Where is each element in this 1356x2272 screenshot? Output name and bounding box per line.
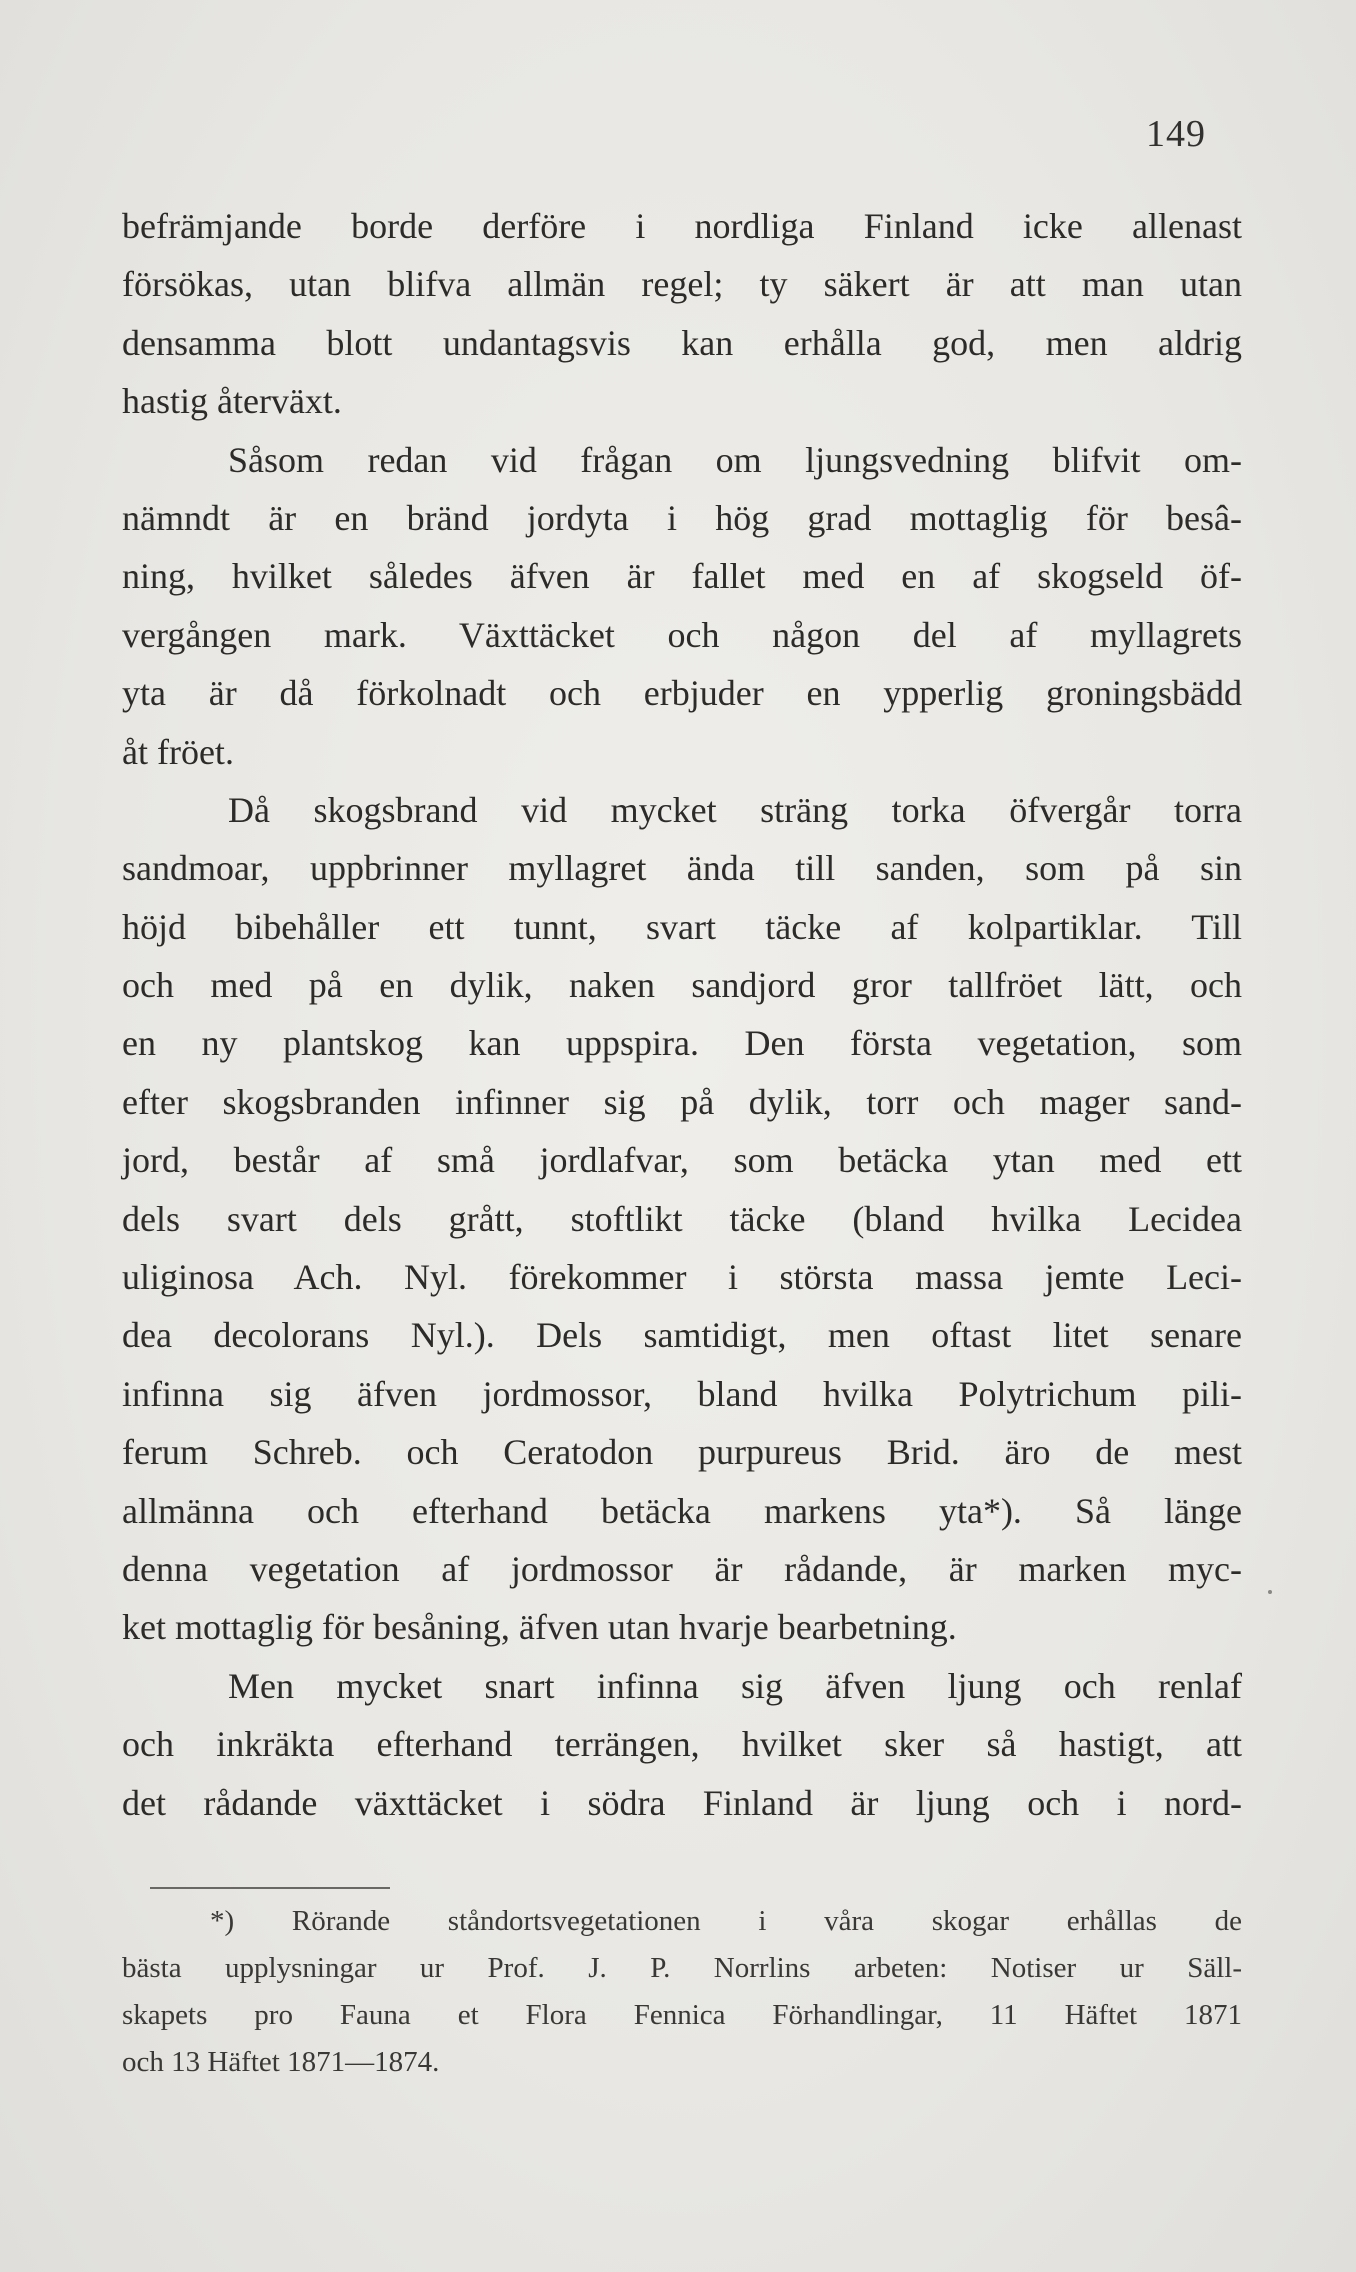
text-line: vergången mark. Växttäcket och någon del af myllagrets bbox=[122, 614, 1242, 655]
text-line: Då skogsbrand vid mycket sträng torka öfvergår torra bbox=[228, 789, 1242, 830]
footnote-line: *) Rörande ståndortsvegetationen i våra skogar erhållas de bbox=[210, 1905, 1242, 1937]
text-line: dels svart dels grått, stoftlikt täcke (bland hvilka Lecidea bbox=[122, 1198, 1242, 1239]
footnote-divider bbox=[150, 1887, 390, 1889]
page-number: 149 bbox=[1146, 113, 1206, 155]
text-line: höjd bibehåller ett tunnt, svart täcke af kolpartiklar. Till bbox=[122, 906, 1242, 947]
text-line: Men mycket snart infinna sig äfven ljung och renlaf bbox=[228, 1665, 1242, 1706]
text-line: försökas, utan blifva allmän regel; ty säkert är att man utan bbox=[122, 264, 1242, 305]
paper-speck bbox=[1268, 1590, 1272, 1594]
footnote-line: och 13 Häftet 1871—1874. bbox=[122, 2046, 440, 2078]
footnote bbox=[122, 1898, 1242, 2086]
text-line: det rådande växttäcket i södra Finland är ljung och i nord- bbox=[122, 1782, 1242, 1823]
text-line: nämndt är en bränd jordyta i hög grad mottaglig för besâ- bbox=[122, 497, 1242, 538]
footnote-line: skapets pro Fauna et Flora Fennica Förhandlingar, 11 Häftet 1871 bbox=[122, 1999, 1242, 2031]
text-line: ket mottaglig för besåning, äfven utan hvarje bearbetning. bbox=[122, 1607, 957, 1648]
text-line: dea decolorans Nyl.). Dels samtidigt, men oftast litet senare bbox=[122, 1315, 1242, 1356]
footnote-line: bästa upplysningar ur Prof. J. P. Norrlins arbeten: Notiser ur Säll- bbox=[122, 1952, 1242, 1984]
text-line: efter skogsbranden infinner sig på dylik, torr och mager sand- bbox=[122, 1081, 1242, 1122]
text-line: yta är då förkolnadt och erbjuder en ypperlig groningsbädd bbox=[122, 673, 1242, 714]
text-line: ferum Schreb. och Ceratodon purpureus Brid. äro de mest bbox=[122, 1432, 1242, 1473]
text-line: jord, består af små jordlafvar, som betäcka ytan med ett bbox=[122, 1140, 1242, 1181]
text-line: och med på en dylik, naken sandjord gror tallfröet lätt, och bbox=[122, 965, 1242, 1006]
text-line: en ny plantskog kan uppspira. Den första vegetation, som bbox=[122, 1023, 1242, 1064]
body-text bbox=[122, 197, 1242, 1832]
text-line: hastig återväxt. bbox=[122, 381, 342, 422]
text-line: densamma blott undantagsvis kan erhålla god, men aldrig bbox=[122, 322, 1242, 363]
text-line: sandmoar, uppbrinner myllagret ända till sanden, som på sin bbox=[122, 848, 1242, 889]
text-line: Såsom redan vid frågan om ljungsvedning blifvit om- bbox=[228, 439, 1242, 480]
text-line: allmänna och efterhand betäcka markens yta*). Så länge bbox=[122, 1490, 1242, 1531]
text-line: infinna sig äfven jordmossor, bland hvilka Polytrichum pili- bbox=[122, 1373, 1242, 1414]
text-line: uliginosa Ach. Nyl. förekommer i största massa jemte Leci- bbox=[122, 1257, 1242, 1298]
text-line: ning, hvilket således äfven är fallet med en af skogseld öf- bbox=[122, 556, 1242, 597]
text-line: befrämjande borde derföre i nordliga Finland icke allenast bbox=[122, 206, 1242, 246]
text-line: åt fröet. bbox=[122, 731, 234, 772]
text-line: denna vegetation af jordmossor är rådande, är marken myc- bbox=[122, 1548, 1242, 1589]
text-line: och inkräkta efterhand terrängen, hvilket sker så hastigt, att bbox=[122, 1724, 1242, 1765]
